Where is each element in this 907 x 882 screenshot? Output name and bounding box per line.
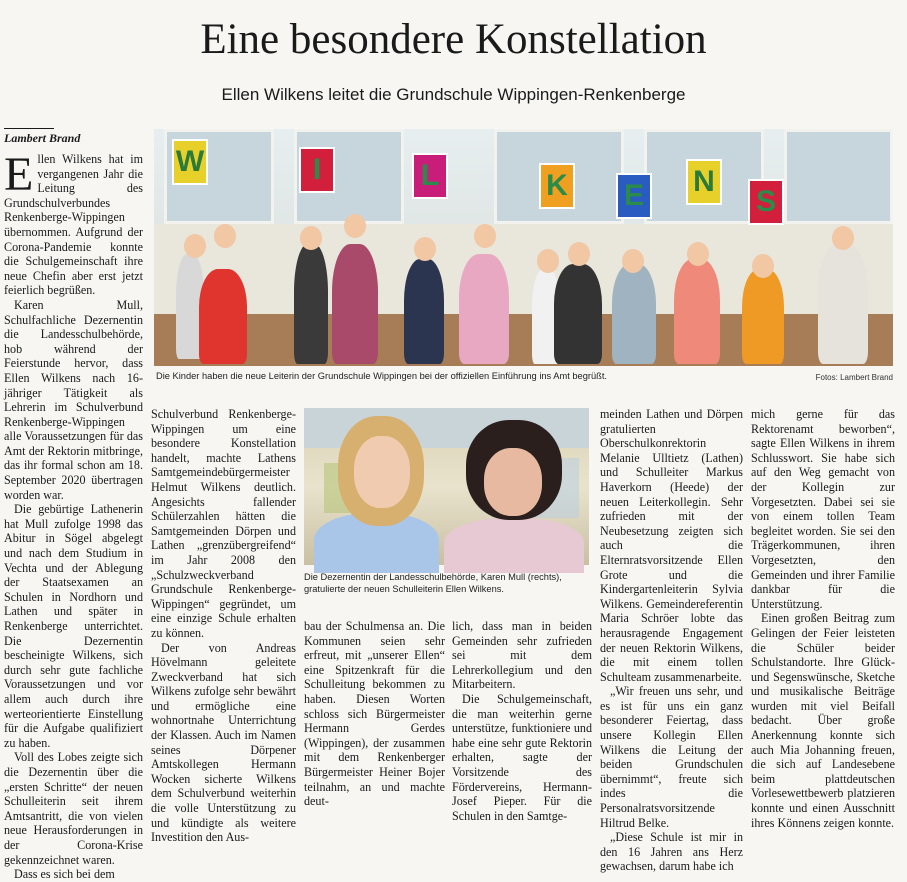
letter-card: E	[616, 173, 652, 219]
second-photo-caption: Die Dezernentin der Landesschulbehörde, Karen Mull (rechts), gratulierte der neuen Schulleiterin Ellen Wilkens.	[304, 572, 562, 594]
child-head	[184, 234, 206, 258]
child-figure	[674, 259, 720, 364]
child-figure	[818, 244, 868, 364]
child-figure	[612, 264, 656, 364]
paragraph: Schulverbund Renkenberge-Wippingen um eine besondere Konstellation handelt, machte Lathens Samtgemeindebürgermeister Helmut Wilkens deutlich. Angesichts fallender Schülerzahlen hätten die Samtgemeinden Dörpen und Lathen „grenzübergreifend“ im Jahr 2008 den „Schulzweckverband Grundschule Renkenberge-Wippingen“ gegründet, um eine einzige Schule erhalten zu können.	[151, 407, 296, 640]
paragraph: Ellen Wilkens hat im vergangenen Jahr die Leitung des Grundschulverbundes Renkenberge-Wippingen übernommen. Aufgrund der Corona-Pandemie konnte die Schulgemeinschaft ihre neue Chefin aber erst jetzt feierlich begrüßen.	[4, 148, 143, 298]
letter-card: I	[299, 147, 335, 193]
article-headline: Eine besondere Konstellation	[200, 16, 707, 63]
child-figure	[199, 269, 247, 364]
child-head	[214, 224, 236, 248]
article-column-3	[304, 619, 445, 809]
article-column-4	[600, 407, 743, 874]
article-column-1	[4, 148, 143, 882]
author-byline: Lambert Brand	[4, 131, 81, 145]
main-photo-caption: Die Kinder haben die neue Leiterin der Grundschule Wippingen bei der offiziellen Einführung ins Amt begrüßt.	[156, 371, 608, 381]
child-figure	[554, 264, 602, 364]
paragraph: mich gerne für das Rektorenamt beworben“, sagte Ellen Wilkens in ihrem Schlusswort. Sie habe sich auf den Weg gemacht von der Kollegin zur Vorgesetzten. Dabei sei sie von einem tollen Team begleitet worden. Sie sei den Trägerkommunen, ihren Vorgesetzten, den Gemeinden und ihrer Familie dankbar für die Unterstützung.	[751, 407, 895, 611]
child-figure	[459, 254, 509, 364]
child-head	[474, 224, 496, 248]
child-head	[300, 226, 322, 250]
paragraph: bau der Schulmensa an. Die Kommunen seien sehr erfreut, mit „unserer Ellen“ eine Spitzenkraft für die Schulleitung bekommen zu haben. Diesen Worten schloss sich Bürgermeister Hermann Gerdes (Wippingen), der zusammen mit dem Renkenberger Bürgermeister Heiner Bojer teilnahm, an und machte deut-	[304, 619, 445, 809]
letter-card: N	[686, 159, 722, 205]
person-body	[444, 518, 584, 573]
letter-card: S	[748, 179, 784, 225]
letter-card: W	[172, 139, 208, 185]
drop-cap: E	[4, 148, 34, 201]
article-column-2	[151, 407, 296, 845]
paragraph: Der von Andreas Hövelmann geleitete Zweckverband hat sich Wilkens zufolge sehr bewährt und ermögliche eine wohnortnahe Unterrichtung der Klassen. Auch im Namen seines Dörpener Amtskollegen Hermann Wocken sicherte Wilkens dem Schulverbund weiterhin die volle Unterstützung zu und kündigte als weitere Investition den Aus-	[151, 640, 296, 845]
child-head	[344, 214, 366, 238]
paragraph: lich, dass man in beiden Gemeinden sehr zufrieden sei mit dem Lehrerkollegium und den Mitarbeitern.	[452, 619, 592, 692]
child-head	[414, 237, 436, 261]
child-figure	[332, 244, 378, 364]
person-face	[484, 448, 542, 516]
paragraph: Dass es sich bei dem	[14, 867, 115, 882]
child-figure	[294, 244, 328, 364]
paragraph: Einen großen Beitrag zum Gelingen der Feier leisteten die Schüler beider Schulstandorte. Ihre Glück- und Segenswünsche, Sketche und musikalische Beiträge wurden mit viel Beifall bedacht. Über große Anerkennung konnte sich auch Mia Johanning freuen, die sich auf Landesebene beim plattdeutschen Vorlesewettbewerb platzieren konnte und einen Ausschnitt ihres Könnens zeigen konnte.	[751, 611, 895, 830]
child-head	[568, 242, 590, 266]
paragraph: „Wir freuen uns sehr, und es ist für uns ein ganz besonderer Feiertag, dass unsere Kollegin Ellen Wilkens die Leitung der beiden Grundschulen übernimmt“, freute sich indes die Personalratsvorsitzende Hiltrud Belke.	[600, 684, 743, 830]
child-head	[622, 249, 644, 273]
letter-card: K	[539, 163, 575, 209]
photo-credit: Fotos: Lambert Brand	[815, 373, 893, 382]
paragraph: Die gebürtige Lathenerin hat Mull zufolge 1998 das Abitur in Sögel abgelegt und nach dem Studium in Vechta und der Ablegung der Staatsexamen an Schulen in Nordhorn und Lathen und später in Renkenberge unterrichtet. Die Dezernentin bescheinigte Wilkens, sich durch sehr gute fachliche Voraussetzungen und vor allem auch durch ihre werteorientierte Einstellung für die Aufgabe qualifiziert zu haben.	[4, 502, 143, 750]
child-head	[537, 249, 559, 273]
paragraph: Karen Mull, Schulfachliche Dezernentin die Landesschulbehörde, hob während der Feierstunde hervor, dass Ellen Wilkens nach 16-jähriger Tätigkeit als Lehrerin im Schulverbund Renkenberge-Wippingen alle Voraussetzungen für das Amt der Rektorin mitbringe, das ihr formal schon am 18. September 2020 übertragen worden war.	[4, 297, 143, 502]
second-photo	[304, 408, 589, 565]
paragraph: „Diese Schule ist mir in den 16 Jahren ans Herz gewachsen, darum habe ich	[600, 830, 743, 874]
letter-card: L	[412, 153, 448, 199]
child-head	[687, 242, 709, 266]
child-head	[752, 254, 774, 278]
child-figure	[742, 269, 784, 364]
child-figure	[404, 259, 444, 364]
paragraph: meinden Lathen und Dörpen gratulierten Oberschulkonrektorin Melanie Ulltietz (Lathen) und Schulleiter Markus Haverkorn (Heede) der neuen Leiterkollegin. Sehr zufrieden mit der Neubesetzung zeigten sich auch die Elternratsvorsitzende Ellen Grote und die Kindergartenleiterin Sylvia Wilkens. Gemeindereferentin Maria Schröer lobte das herausragende Engagement der neuen Rektorin Wilkens, die mit einem tollen Schulteam zusammenarbeite.	[600, 407, 743, 684]
article-column-5	[751, 407, 895, 830]
main-photo	[154, 129, 893, 366]
child-head	[832, 226, 854, 250]
paragraph: Voll des Lobes zeigte sich die Dezernentin über die „ersten Schritte“ der neuen Schulleiterin seit ihrem Amtsantritt, die von vielen neue Herausforderungen in der Corona-Krise gekennzeichnet waren.	[4, 750, 143, 867]
article-column-3b	[452, 619, 592, 823]
author-rule	[4, 128, 54, 129]
window	[784, 129, 893, 224]
person-face	[354, 436, 410, 508]
paragraph: Die Schulgemeinschaft, die man weiterhin gerne unterstütze, funktioniere und habe eine sehr gute Rektorin erhalten, sagte der Vorsitzende des Fördervereins, Hermann-Josef Pieper. Für die Schulen in den Samtge-	[452, 691, 592, 823]
article-subheadline: Ellen Wilkens leitet die Grundschule Wippingen-Renkenberge	[221, 85, 686, 104]
